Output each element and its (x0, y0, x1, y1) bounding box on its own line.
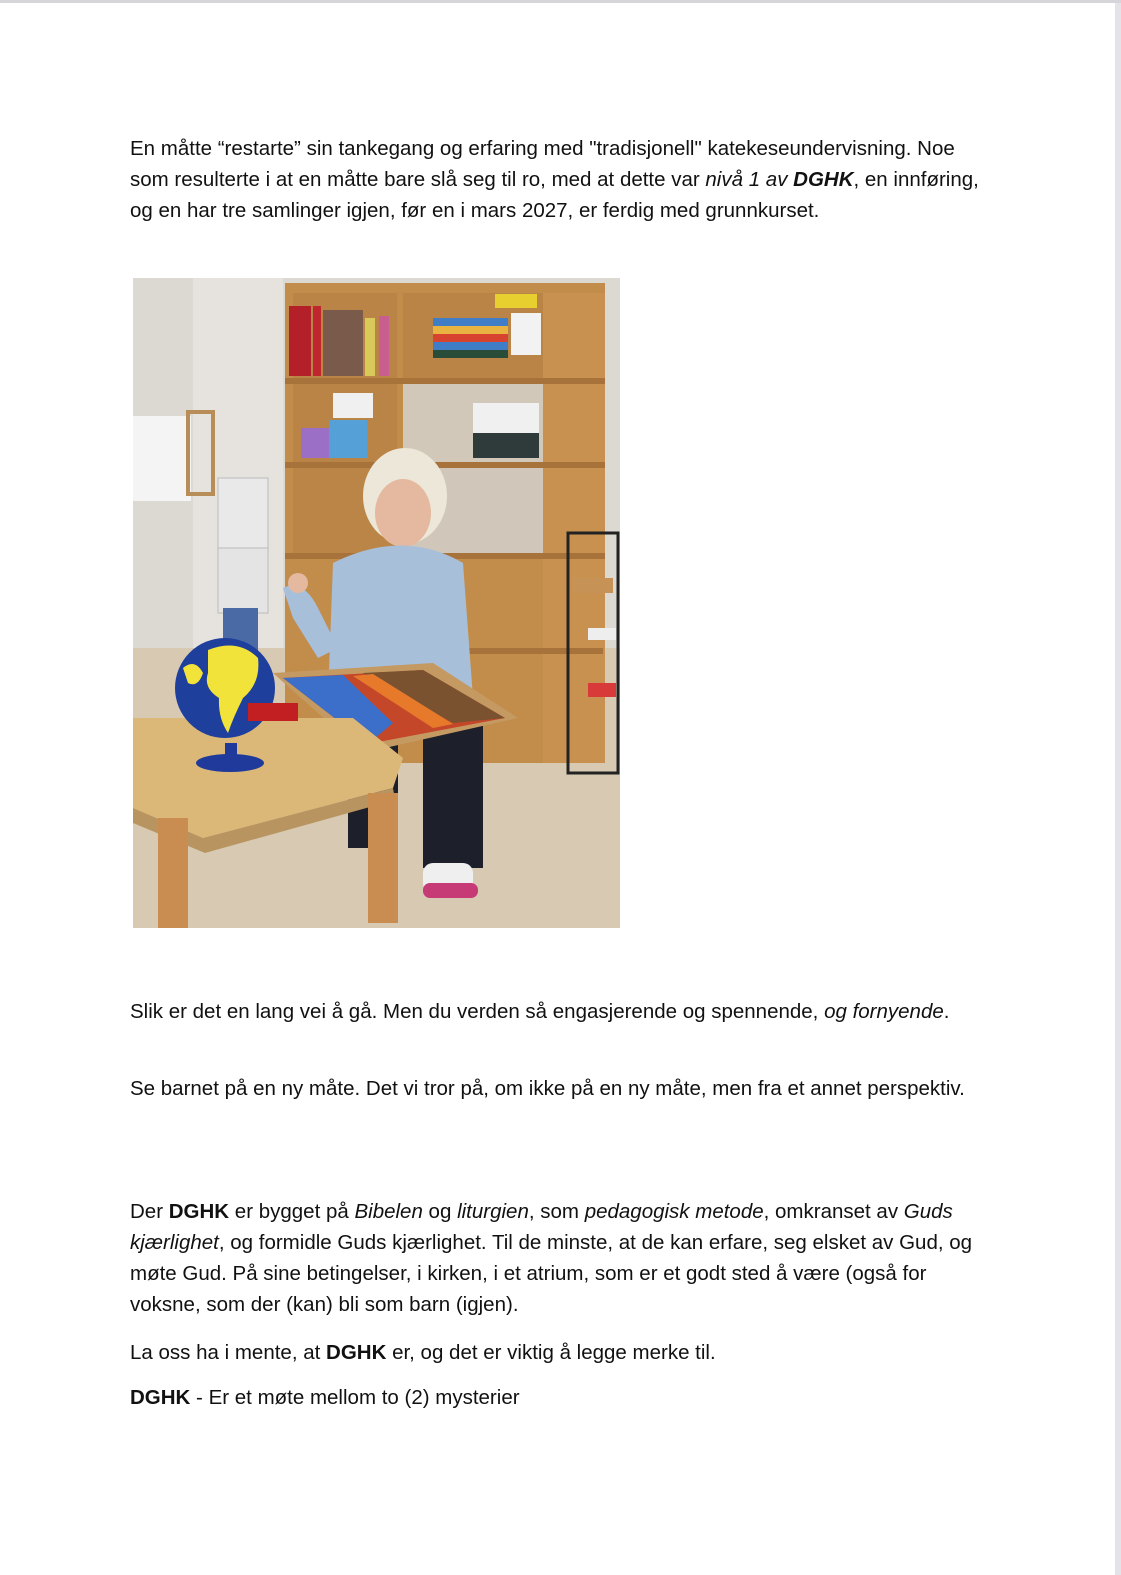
text-run: , som (528, 1200, 585, 1223)
text-run: er bygget på (229, 1200, 355, 1223)
italic-run: og fornyende (824, 1000, 944, 1023)
photo-illustration (133, 278, 620, 928)
text-run: og (422, 1200, 458, 1223)
bold-run: DGHK (168, 1200, 230, 1223)
italic-run: liturgien (457, 1200, 529, 1223)
paragraph-two-mysteries (130, 1382, 990, 1413)
text-run: , en innføring, og en har tre samlinger igjen, før en i mars 2027, er ferdig med grunnkurset. (130, 168, 979, 222)
paragraph-intro (130, 133, 990, 226)
bold-run: DGHK (326, 1341, 387, 1364)
italic-run: nivå 1 av (705, 168, 794, 191)
bold-run: DGHK (130, 1386, 191, 1409)
paragraph-see-child (130, 1073, 990, 1104)
text-run: En måtte “restarte” sin tankegang og erfaring med "tradisjonell" katekeseundervisning. Noe som resulterte i at en måtte bare slå seg til ro, med at dette var (130, 137, 955, 191)
text-run: , omkranset av (763, 1200, 904, 1223)
text-run: , og formidle Guds kjærlighet. Til de minste, at de kan erfare, seg elsket av Gud, og møte Gud. På sine betingelser, i kirken, i et atrium, som er et godt sted å være (også for voksne, som der (kan) bli som barn (igjen). (130, 1231, 973, 1316)
paragraph-long-road (130, 996, 990, 1027)
text-run: er, og det er viktig å legge merke til. (386, 1341, 716, 1364)
photo-catechist-with-globe (133, 278, 620, 928)
text-run: - Er et møte mellom to (2) mysterier (190, 1386, 520, 1409)
italic-run: pedagogisk metode (584, 1200, 764, 1223)
italic-run: Guds kjærlighet (130, 1200, 953, 1254)
text-run: . (943, 1000, 950, 1023)
italic-run: Bibelen (354, 1200, 423, 1223)
text-run: Slik er det en lang vei å gå. Men du verden så engasjerende og spennende, (130, 1000, 825, 1023)
paragraph-keep-in-mind (130, 1337, 990, 1368)
text-run: Se barnet på en ny måte. Det vi tror på, om ikke på en ny måte, men fra et annet perspektiv. (130, 1077, 965, 1100)
text-run: La oss ha i mente, at (130, 1341, 327, 1364)
bold-italic-run: DGHK (793, 168, 854, 191)
text-run: Der (130, 1200, 169, 1223)
paragraph-dghk-foundation (130, 1196, 990, 1320)
